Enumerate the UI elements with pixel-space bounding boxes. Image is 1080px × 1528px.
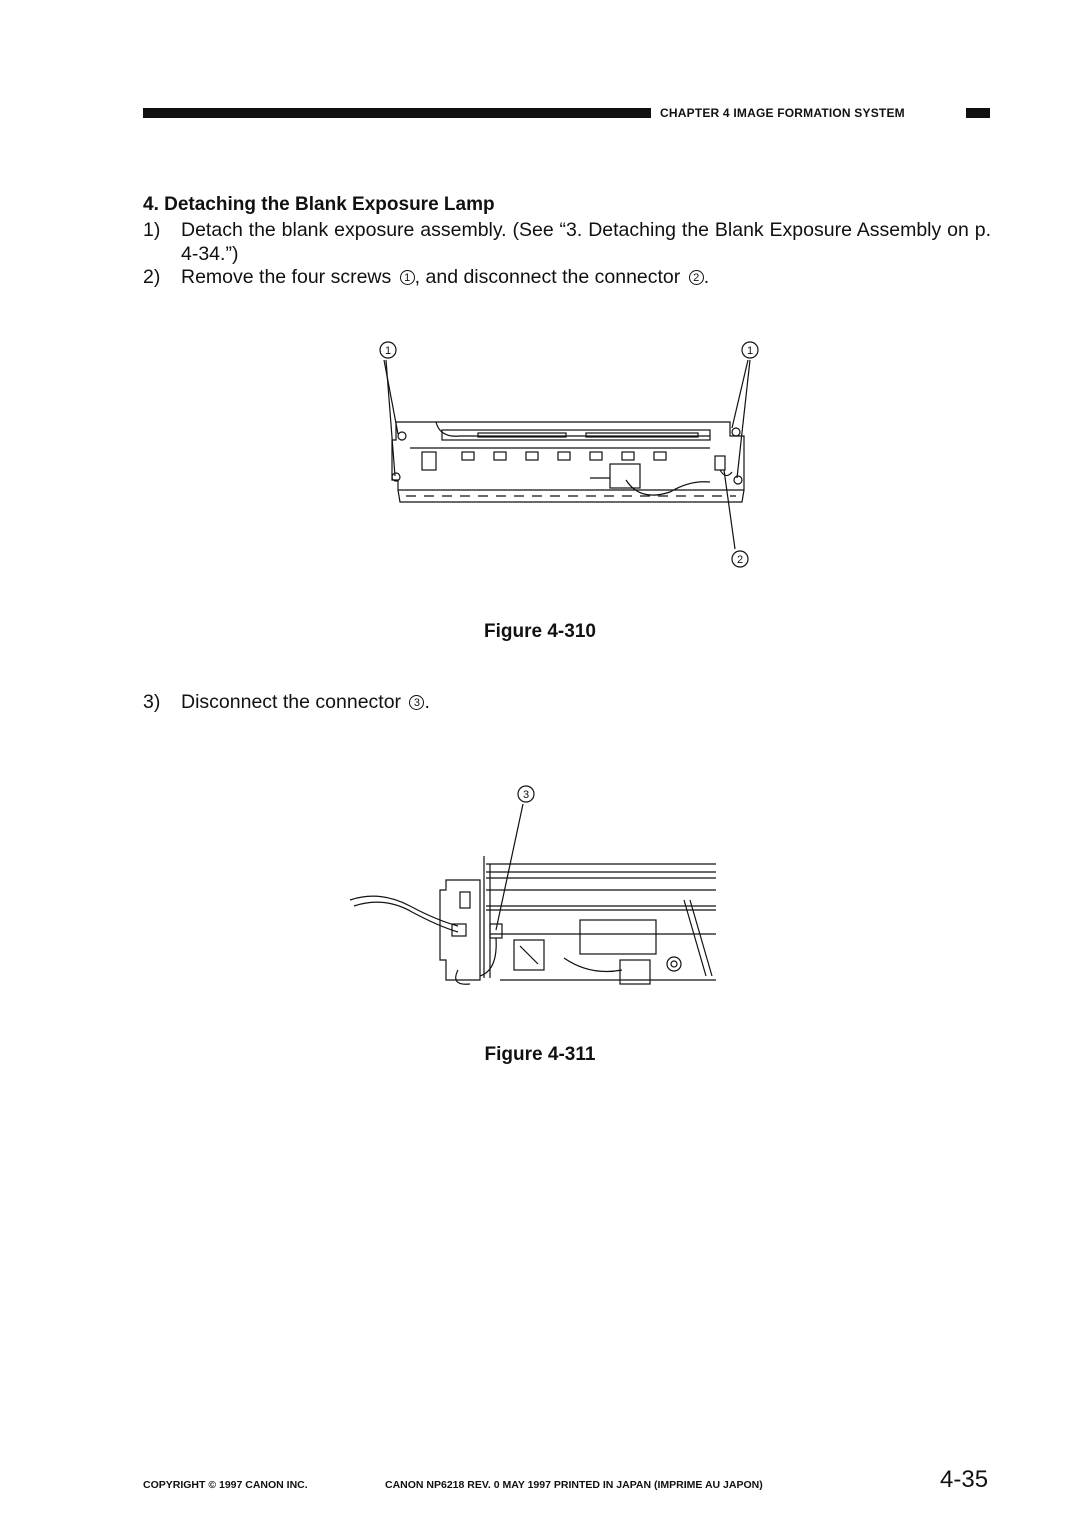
step-text-part: . [424, 691, 430, 713]
svg-text:2: 2 [736, 554, 744, 566]
header-rule-left [143, 108, 651, 118]
step-2 [143, 265, 991, 289]
chapter-title: CHAPTER 4 IMAGE FORMATION SYSTEM [660, 106, 905, 120]
figure-caption: Figure 4-311 [484, 1044, 596, 1065]
section-heading: 4. Detaching the Blank Exposure Lamp [143, 194, 495, 215]
step-text [181, 265, 709, 289]
footer-doc-info: CANON NP6218 REV. 0 MAY 1997 PRINTED IN JAPAN (IMPRIME AU JAPON) [385, 1479, 763, 1491]
footer-copyright: COPYRIGHT © 1997 CANON INC. [143, 1479, 308, 1491]
page-number: 4-35 [940, 1466, 989, 1493]
step-text-part: , and disconnect the connector [414, 266, 681, 288]
step-text-part: Disconnect the connector [181, 691, 402, 713]
figure-4-311-illustration [340, 780, 730, 1000]
step-text-part: Remove the four screws [181, 266, 392, 288]
callout-1-right [742, 342, 758, 358]
step-1 [143, 218, 991, 266]
step-3 [143, 690, 991, 714]
svg-text:1: 1 [746, 345, 754, 357]
callout-ref-2: 2 [689, 270, 704, 285]
step-text-part: . [703, 266, 710, 288]
step-text [181, 690, 430, 714]
svg-text:1: 1 [384, 345, 392, 357]
figure-caption: Figure 4-310 [484, 621, 596, 642]
callout-3 [518, 786, 534, 802]
figure-4-310-illustration [370, 330, 770, 580]
step-text: Detach the blank exposure assembly. (See “3. Detaching the Blank Exposure Assembly on p. 4-34.”) [181, 219, 991, 265]
step-number: 2) [143, 266, 161, 288]
lamp-tabs [462, 452, 666, 460]
callout-2 [732, 551, 748, 567]
callout-ref-1: 1 [400, 270, 415, 285]
step-number: 3) [143, 691, 161, 713]
callout-1-left [380, 342, 396, 358]
header-rule-right [966, 108, 990, 118]
callout-ref-3: 3 [409, 695, 424, 710]
svg-text:3: 3 [522, 789, 530, 801]
step-number: 1) [143, 219, 161, 241]
